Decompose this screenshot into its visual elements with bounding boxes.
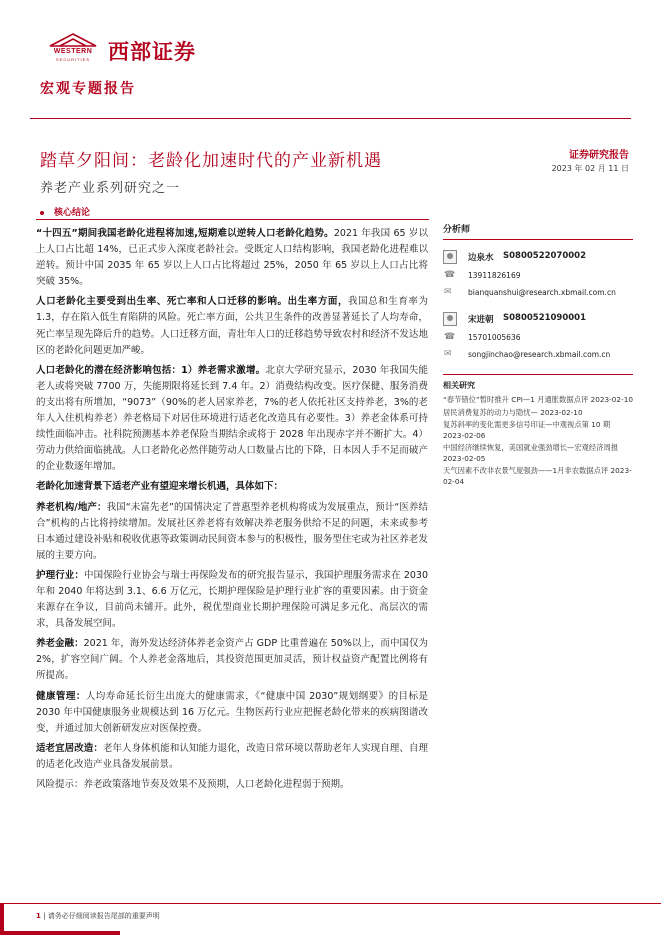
paragraph xyxy=(36,363,428,476)
related-date: 2023-02-06 xyxy=(443,430,486,440)
section-heading xyxy=(40,205,90,218)
brand-mark-sub: SECURITIES xyxy=(55,57,90,62)
page-footer xyxy=(36,911,160,921)
related-title: 中国经济继续恢复，美国就业强劲增长—宏观经济周报 xyxy=(443,443,619,452)
paragraph xyxy=(36,500,428,564)
sidebar xyxy=(443,222,633,489)
paragraph xyxy=(36,689,428,737)
sidebar-divider xyxy=(443,239,633,240)
report-title: 踏草夕阳间：老龄化加速时代的产业新机遇 xyxy=(40,151,382,171)
report-subtitle: 养老产业系列研究之一 xyxy=(40,181,181,196)
paragraph-text: 2021 年我国 65 岁以上人口占比超 14%，已正式步入深度老龄社会。受既定人口结构影响，我国老龄化进程难以逆转。预计中国 2035 年 65 岁以上人口占比将超过 25%，2050 年 65 岁以上人口占比将突破 35%。 xyxy=(36,228,428,288)
analyst-cert: S0800522070002 xyxy=(503,251,587,261)
paragraph-lead: 老龄化加速背景下适老产业有望迎来增长机遇，具体如下： xyxy=(36,481,284,493)
related-date: 2023-02-10 xyxy=(590,395,633,404)
report-date: 2023 年 02 月 11 日 xyxy=(551,164,629,173)
related-title: 复苏斜率的变化需更多信号印证—中观视点第 10 期 xyxy=(443,420,611,429)
report-type: 宏观专题报告 xyxy=(40,81,136,97)
paragraph xyxy=(36,479,428,495)
paragraph xyxy=(36,636,428,684)
analyst-email[interactable]: bianquanshui@research.xbmail.com.cn xyxy=(468,288,616,297)
related-title: 天气因素不改非农景气度强劲——1月非农数据点评 xyxy=(443,466,609,475)
paragraph xyxy=(36,741,428,773)
brand-name: 西部证券 xyxy=(108,40,196,64)
paragraph xyxy=(36,568,428,632)
related-link[interactable] xyxy=(443,395,633,406)
analyst-phone: 13911826169 xyxy=(468,271,521,280)
analyst-name: 宋进朝 xyxy=(468,315,494,325)
research-label: 证券研究报告 xyxy=(569,150,629,161)
paragraph-lead: 健康管理： xyxy=(36,690,86,702)
analyst-phone: 15701005636 xyxy=(468,333,521,342)
related-date: 2023-02-04 xyxy=(443,466,632,486)
paragraph xyxy=(36,226,428,290)
paragraph-text: 风险提示：养老政策落地节奏及效果不及预期，人口老龄化进程弱于预期。 xyxy=(36,779,350,790)
brand-mark-text: WESTERN xyxy=(53,48,93,55)
paragraph-text: 人均寿命延长衍生出庞大的健康需求，《“健康中国 2030”规划纲要》的目标是 2030 年中国健康服务业规模达到 16 万亿元。生物医药行业应把握老龄化带来的疾病图谱改变，并通过加大创新研发应对医保控费。 xyxy=(36,690,428,734)
paragraph-lead: 适老宜居改造： xyxy=(36,742,103,754)
related-title: “春节错位”暂时推升 CPI—1 月通胀数据点评 xyxy=(443,395,589,404)
header-divider xyxy=(30,118,631,119)
page-number: 1 xyxy=(36,912,41,920)
bullet-icon xyxy=(40,211,44,215)
analysts-header: 分析师 xyxy=(443,225,471,235)
paragraph-lead: 人口老龄化的潜在经济影响包括：1）养老需求激增。 xyxy=(36,364,266,376)
phone-icon: ☎ xyxy=(444,270,456,280)
related-header: 相关研究 xyxy=(443,381,475,390)
related-title: 居民消费复苏的动力与隐忧— xyxy=(443,407,538,417)
analyst-card xyxy=(443,250,633,312)
related-link[interactable] xyxy=(443,420,633,441)
footer-sep: | xyxy=(43,912,48,920)
paragraph-lead: “十四五”期间我国老龄化进程将加速,短期难以逆转人口老龄化趋势。 xyxy=(36,228,334,239)
mail-icon: ✉ xyxy=(444,287,452,297)
person-icon xyxy=(443,312,457,326)
paragraph-text: 2021 年，海外发达经济体养老金资产占 GDP 比重普遍在 50%以上，而中国仅为 2%，扩容空间广阔。个人养老金落地后，其投资范围更加灵活，预计权益资产配置比例将有所提高。 xyxy=(36,638,428,682)
report-body xyxy=(36,226,428,797)
section-heading-label: 核心结论 xyxy=(54,208,91,218)
paragraph-lead: 人口老龄化主要受到出生率、死亡率和人口迁移的影响。出生率方面， xyxy=(36,296,349,308)
paragraph-lead: 养老金融： xyxy=(36,638,84,650)
paragraph-lead: 护理行业： xyxy=(36,569,84,581)
analyst-cert: S0800521090001 xyxy=(503,313,587,323)
paragraph-text: 我国“未富先老”的国情决定了普惠型养老机构将成为发展重点，预计“医养结合”机构的占比将持续增加。发展社区养老将有效解决养老服务供给不足的问题，未来或参考日本通过建设补贴和税收优惠等政策调动民间资本参与的积极性，服务型住宅或为社区养老发展的主要方向。 xyxy=(36,501,428,561)
western-logo-icon xyxy=(42,32,104,48)
paragraph xyxy=(36,294,428,358)
related-link[interactable] xyxy=(443,408,633,419)
analyst-name: 边泉水 xyxy=(468,253,494,263)
corner-accent xyxy=(0,931,120,935)
related-link[interactable] xyxy=(443,443,633,464)
related-date: 2023-02-05 xyxy=(443,453,486,463)
related-link[interactable] xyxy=(443,466,633,487)
analyst-email[interactable]: songjinchao@research.xbmail.com.cn xyxy=(468,350,611,359)
paragraph-text: 我国总和生育率为 1.3，存在陷入低生育陷阱的风险。死亡率方面，公共卫生条件的改善显著延长了人均寿命，死亡率呈现先降后升的趋势。人口迁移方面，青壮年人口的迁移趋势导致农村和经济不发达地区的老龄化问题更加严峻。 xyxy=(36,296,428,356)
related-date: 2023-02-10 xyxy=(540,407,583,417)
footer-disclaimer: 请务必仔细阅读报告尾部的重要声明 xyxy=(47,912,160,920)
sidebar-divider xyxy=(443,374,633,375)
person-icon xyxy=(443,250,457,264)
paragraph-text: 老年人身体机能和认知能力退化，改造日常环境以帮助老年人实现自理、自理的适老化改造产业具备发展前景。 xyxy=(36,742,428,770)
paragraph-text: 北京大学研究显示，2030 年我国失能老人或将突破 7700 万，失能期限将延长到 7.4 年。2）消费结构改变。医疗保健、服务消费的支出将有所增加，“9073”（90%的老人居家养老，7%的老人依托社区支持养老，3%的老年人入住机构养老）养老格局下对居住环境进行适老化改造具有必要性。3）养老金体系可持续性面临冲击。社科院预测基本养老保险当期结余或将于 2028 年出现赤字并不断扩大。4）劳动力供给面临挑战。人口老龄化必然伴随劳动人口数量占比的下降，日本因人手不足而破产的企业数逐年增加。 xyxy=(36,364,428,473)
paragraph-text: 中国保险行业协会与瑞士再保险发布的研究报告显示，我国护理服务需求在 2030 年和 2040 年将达到 3.1、6.6 万亿元，长期护理保险是护理行业扩容的重要因素。由于资金来源存在争议，目前尚未铺开。此外，税优型商业长期护理保险可满足多元化、高层次的需求，具备发展空间。 xyxy=(36,569,428,630)
analyst-card xyxy=(443,312,633,374)
risk-warning xyxy=(36,777,428,793)
footer-divider xyxy=(0,903,661,904)
phone-icon: ☎ xyxy=(444,332,456,342)
section-divider xyxy=(36,219,429,220)
paragraph-lead: 养老机构/地产： xyxy=(36,501,107,513)
mail-icon: ✉ xyxy=(444,349,452,359)
